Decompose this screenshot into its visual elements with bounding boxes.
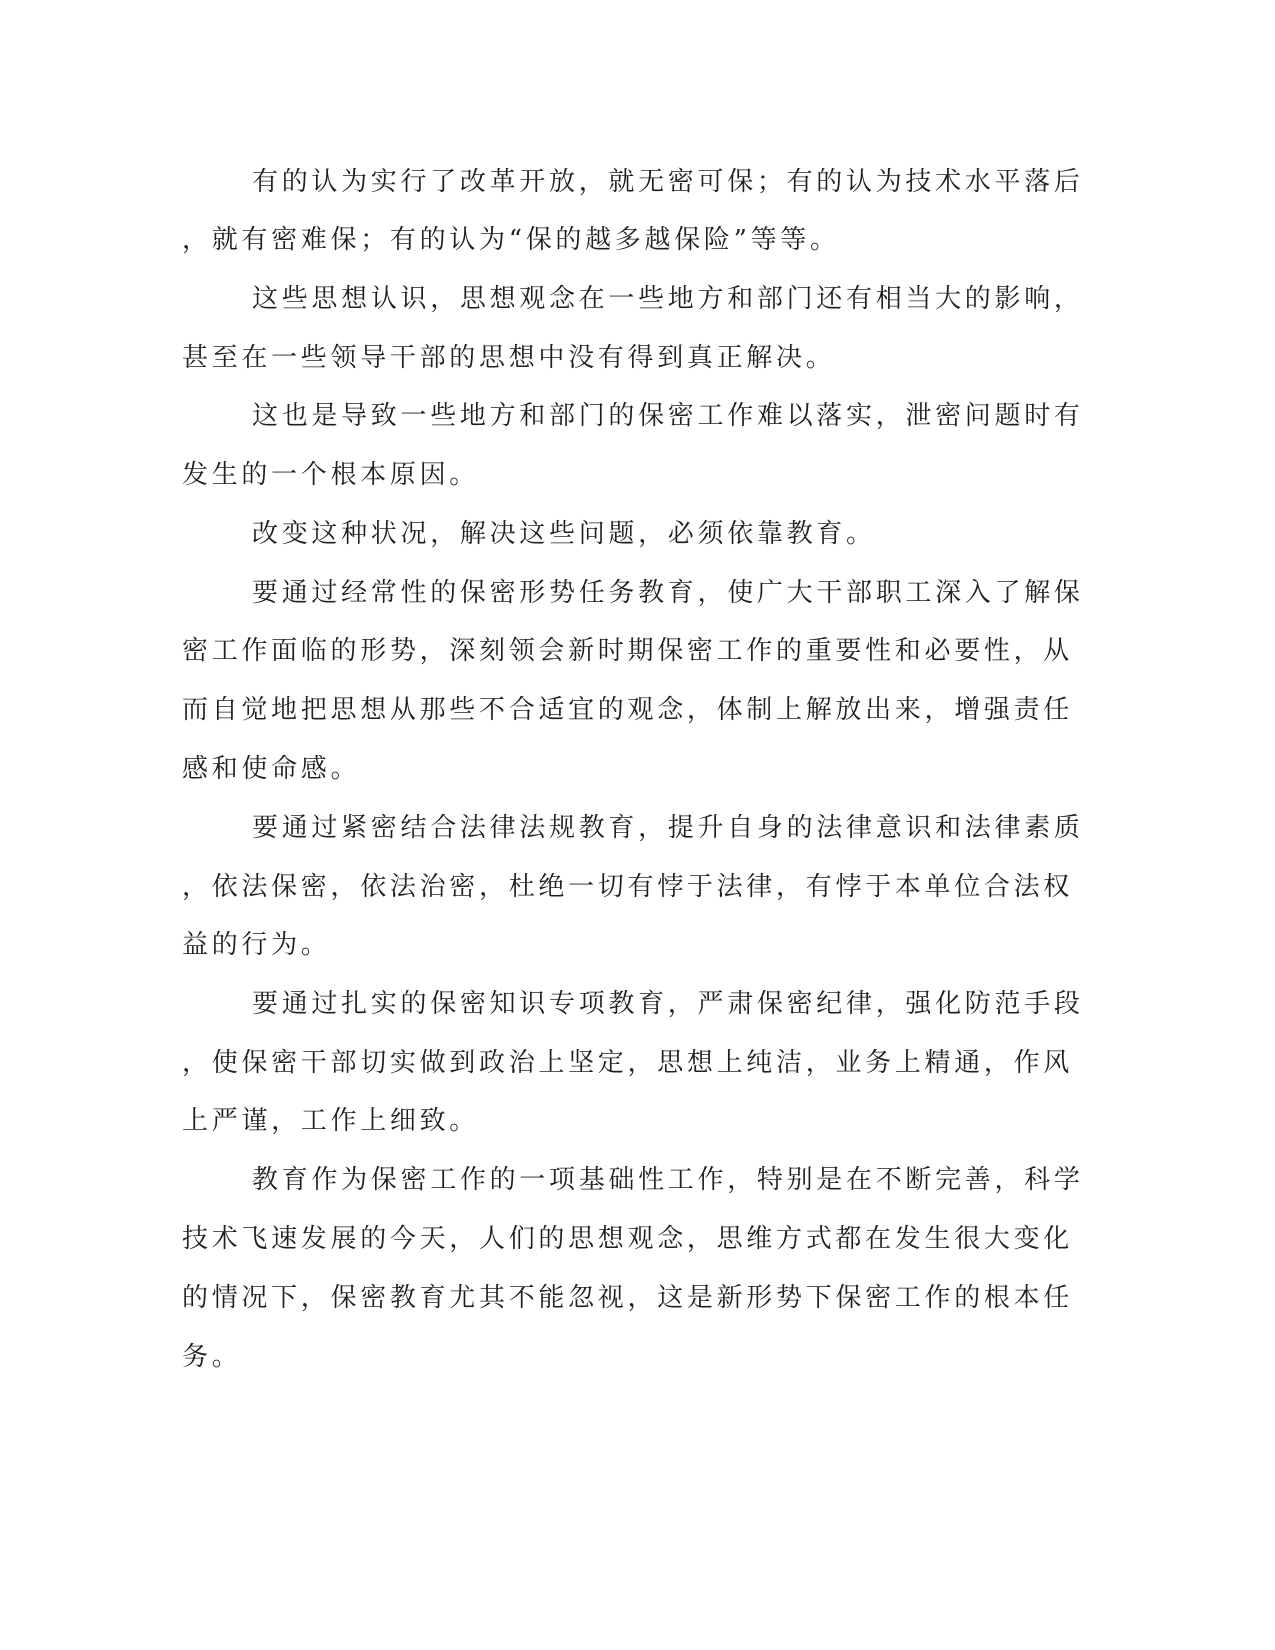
text-line: 这也是导致一些地方和部门的保密工作难以落实，泄密问题时有	[252, 401, 1084, 431]
text-line: 发生的一个根本原因。	[182, 460, 480, 490]
text-line: ，使保密干部切实做到政治上坚定，思想上纯洁，业务上精通，作风	[182, 1048, 1074, 1078]
text-line: 教育作为保密工作的一项基础性工作，特别是在不断完善，科学	[252, 1165, 1084, 1195]
text-line: ，就有密难保；有的认为“保的越多越保险”等等。	[182, 225, 840, 255]
text-line: 甚至在一些领导干部的思想中没有得到真正解决。	[182, 343, 836, 373]
text-line: 要通过扎实的保密知识专项教育，严肃保密纪律，强化防范手段	[252, 989, 1084, 1019]
text-line: 改变这种状况，解决这些问题，必须依靠教育。	[252, 519, 876, 549]
text-line: 感和使命感。	[182, 754, 361, 784]
text-line: 密工作面临的形势，深刻领会新时期保密工作的重要性和必要性，从	[182, 636, 1074, 666]
text-line: 要通过经常性的保密形势任务教育，使广大干部职工深入了解保	[252, 578, 1084, 608]
text-line: 益的行为。	[182, 930, 331, 960]
text-line: 而自觉地把思想从那些不合适宜的观念，体制上解放出来，增强责任	[182, 695, 1074, 725]
text-line: 有的认为实行了改革开放，就无密可保；有的认为技术水平落后	[252, 167, 1084, 197]
text-line: 务。	[182, 1342, 242, 1372]
text-line: ，依法保密，依法治密，杜绝一切有悖于法律，有悖于本单位合法权	[182, 872, 1074, 902]
text-line: 技术飞速发展的今天，人们的思想观念，思维方式都在发生很大变化	[182, 1224, 1074, 1254]
text-line: 这些思想认识，思想观念在一些地方和部门还有相当大的影响，	[252, 284, 1084, 314]
text-line: 上严谨，工作上细致。	[182, 1106, 480, 1136]
text-line: 要通过紧密结合法律法规教育，提升自身的法律意识和法律素质	[252, 813, 1084, 843]
text-line: 的情况下，保密教育尤其不能忽视，这是新形势下保密工作的根本任	[182, 1283, 1074, 1313]
